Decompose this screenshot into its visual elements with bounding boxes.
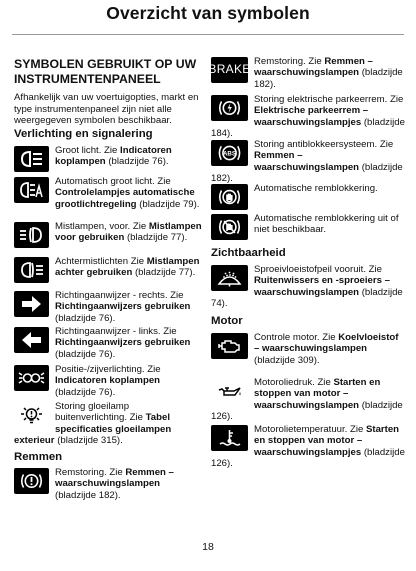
- svg-text:ABS: ABS: [222, 150, 237, 158]
- symbol-entry: [14, 326, 202, 360]
- entry-link-text: Remmen – waarschuwingslampen: [254, 56, 373, 79]
- entry-link-text: Indicatoren koplampen: [55, 375, 161, 387]
- entry-link-text: Remmen – waarschuwingslampen: [55, 467, 174, 490]
- brake-icon-label: BRAKE: [208, 62, 251, 77]
- entry-text: Automatische remblokkering.: [254, 183, 378, 194]
- auto-hold-off-icon: [211, 214, 248, 240]
- page-number: 18: [202, 541, 214, 553]
- symbol-entry: [211, 332, 405, 366]
- section-heading-remmen: Remmen: [14, 451, 63, 463]
- entry-text: Achtermistlichten Zie: [55, 256, 147, 267]
- entry-page-ref: (bladzijde 79).: [136, 198, 200, 210]
- entry-text: Storing antiblokkeersysteem. Zie: [254, 139, 394, 150]
- entry-page-ref: (bladzijde 182).: [254, 67, 403, 90]
- arrow-right-icon: [14, 291, 49, 317]
- entry-text: Automatisch groot licht. Zie: [55, 176, 171, 187]
- symbol-entry: [14, 221, 202, 249]
- symbol-entry: [211, 213, 405, 241]
- entry-page-ref: (bladzijde 309).: [254, 354, 320, 366]
- entry-link-text: Richtingaanwijzers gebruiken: [55, 301, 191, 313]
- low-beam-icon: [14, 146, 49, 172]
- intro-heading-line1: SYMBOLEN GEBRUIKT OP UW: [14, 57, 197, 71]
- entry-text: Remstoring. Zie: [254, 56, 325, 67]
- entry-text: Richtingaanwijzer - rechts. Zie: [55, 290, 184, 301]
- position-lamp-icon: [14, 365, 49, 391]
- intro-heading-line2: INSTRUMENTENPANEEL: [14, 72, 161, 86]
- entry-page-ref: (bladzijde 315).: [54, 434, 123, 446]
- symbol-entry: [14, 364, 202, 398]
- entry-link-text: Elektrische parkeerrem – waarschuwingslampjes: [254, 105, 369, 128]
- symbol-entry: [211, 264, 405, 309]
- entry-page-ref: (bladzijde 182).: [211, 161, 403, 184]
- auto-high-beam-icon: [14, 177, 49, 203]
- entry-page-ref: (bladzijde 77).: [124, 232, 188, 244]
- auto-hold-icon: [211, 184, 248, 210]
- symbol-entry: [14, 401, 202, 446]
- entry-text: Remstoring. Zie: [55, 467, 126, 478]
- symbol-entry: [14, 145, 202, 173]
- entry-text: Positie-/zijverlichting. Zie: [55, 364, 161, 375]
- entry-link-text: Richtingaanwijzers gebruiken: [55, 337, 191, 349]
- symbol-entry: [14, 467, 202, 501]
- symbol-entry: [211, 139, 405, 184]
- symbol-entry: [211, 377, 405, 422]
- entry-link-text: Controlelampjes automatische grootlichtregeling: [55, 187, 195, 210]
- abs-icon: [211, 140, 248, 166]
- entry-text: Controle motor. Zie: [254, 332, 339, 343]
- entry-page-ref: (bladzijde 74).: [211, 286, 403, 309]
- brake-warning-icon: [14, 468, 49, 494]
- arrow-left-icon: [14, 327, 49, 353]
- entry-page-ref: (bladzijde 184).: [211, 116, 405, 139]
- oil-pressure-icon: [211, 378, 248, 404]
- symbol-entry: [14, 176, 202, 210]
- entry-page-ref: (bladzijde 182).: [55, 489, 121, 501]
- symbol-entry: [14, 290, 202, 324]
- entry-link-text: Koelvloeistof – waarschuwingslampen: [254, 332, 399, 355]
- electric-parking-brake-icon: [211, 95, 248, 121]
- entry-text: Motorolietemperatuur. Zie: [254, 424, 366, 435]
- intro-paragraph: Afhankelijk van uw voertuigopties, markt en type instrumentenpaneel zijn niet alle weergegeven symbolen beschikbaar.: [14, 92, 199, 126]
- section-heading-verlichting: Verlichting en signalering: [14, 128, 153, 140]
- engine-check-icon: [211, 333, 248, 359]
- title-divider: [12, 34, 404, 35]
- entry-page-ref: (bladzijde 76).: [105, 156, 169, 168]
- intro-heading: [14, 57, 196, 87]
- section-heading-motor: Motor: [211, 315, 243, 327]
- entry-page-ref: (bladzijde 76).: [55, 312, 116, 324]
- rear-fog-lamp-icon: [14, 257, 49, 283]
- front-fog-lamp-icon: [14, 222, 49, 248]
- entry-text: Storing elektrische parkeerrem. Zie: [254, 94, 404, 105]
- entry-page-ref: (bladzijde 76).: [55, 386, 116, 398]
- entry-page-ref: (bladzijde 126).: [211, 446, 405, 469]
- symbol-entry: [211, 183, 405, 211]
- washer-fluid-icon: [211, 265, 248, 291]
- entry-page-ref: (bladzijde 126).: [211, 399, 403, 422]
- section-heading-zichtbaarheid: Zichtbaarheid: [211, 247, 286, 259]
- symbol-entry: [208, 56, 405, 90]
- entry-text: Groot licht. Zie: [55, 145, 121, 156]
- brake-text-icon: [208, 57, 251, 83]
- entry-text: Richtingaanwijzer - links. Zie: [55, 326, 177, 337]
- entry-text: Sproeivloeistofpeil vooruit. Zie: [254, 264, 382, 275]
- coolant-temperature-icon: [211, 425, 248, 451]
- page-title: Overzicht van symbolen: [106, 3, 310, 23]
- symbol-entry: [211, 94, 405, 139]
- entry-page-ref: (bladzijde 77).: [132, 267, 196, 279]
- entry-link-text: Starten en stoppen van motor – waarschuwingslampen: [254, 377, 381, 411]
- entry-link-text: Starten en stoppen van motor – waarschuwingslampjes: [254, 424, 400, 458]
- bulb-failure-icon: [14, 402, 49, 428]
- entry-text: Motoroliedruk. Zie: [254, 377, 334, 388]
- entry-page-ref: (bladzijde 76).: [55, 348, 116, 360]
- entry-link-text: Remmen – waarschuwingslampen: [254, 150, 360, 173]
- entry-text: Automatische remblokkering uit of niet beschikbaar.: [254, 213, 399, 236]
- entry-link-text: Ruitenwissers en -sproeiers – waarschuwingslampen: [254, 275, 390, 298]
- symbol-entry: [14, 256, 202, 284]
- entry-link-text: Mistlampen voor gebruiken: [55, 221, 202, 244]
- entry-link-text: Indicatoren koplampen: [55, 145, 172, 168]
- symbol-entry: [211, 424, 405, 469]
- entry-link-text: Mistlampen achter gebruiken: [55, 256, 200, 279]
- entry-link-text: Tabel specificaties gloeilampen exterieur: [14, 412, 172, 446]
- entry-text: Storing gloeilamp buitenverlichting. Zie: [55, 401, 146, 424]
- entry-text: Mistlampen, voor. Zie: [55, 221, 149, 232]
